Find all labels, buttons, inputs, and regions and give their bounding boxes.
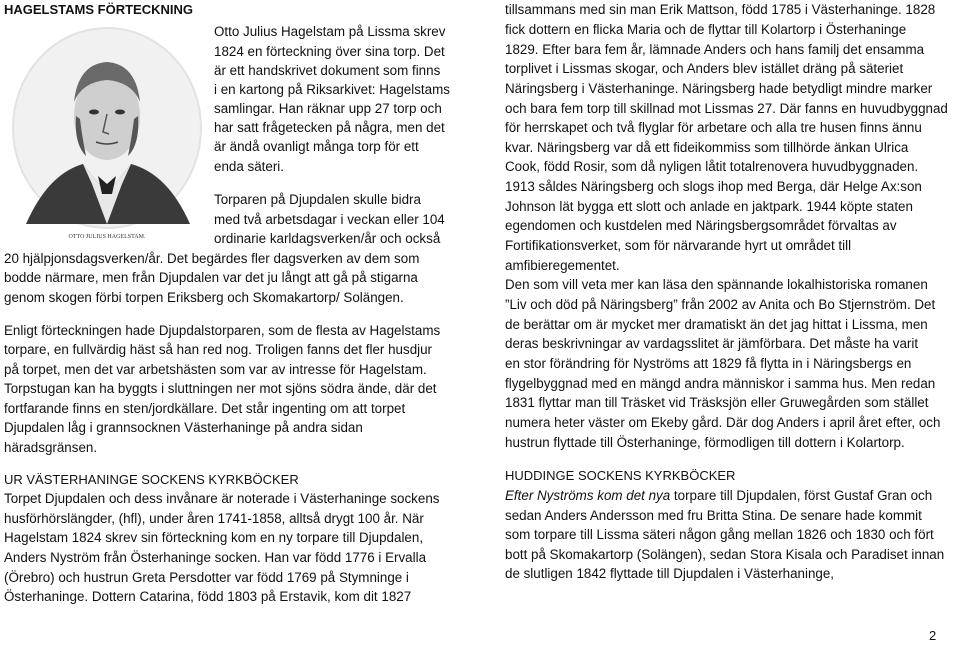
text-line: tillsammans med sin man Erik Mattson, född 1785 i Västerhaninge. 1828 [505,2,936,17]
text-line [505,486,932,505]
text-line: bodde närmare, men från Djupdalen var det ju långt att gå på stigarna [4,270,418,285]
text-line: Djupdalen låg i grannsocknen Västerhaninge på andra sidan [4,420,363,435]
text-line: deras beskrivningar av vardagsslitet är jämförbara. Det måste ha varit [505,336,919,351]
text-line: kvar. Näringsberg var då ett fideikommiss som tillhörde änkan Ulrica [505,140,909,155]
page-title: HAGELSTAMS FÖRTECKNING [4,2,193,17]
text-line: 1829. Efter bara fem år, lämnade Anders och hans familj det ensamma [505,42,925,57]
text-line: fortfarande finns en sten/jordkällare. Det står ingenting om att torpet [4,401,406,416]
text-line: Otto Julius Hagelstam på Lissma skrev [214,24,446,39]
text-line: genom skogen förbi torpen Eriksberg och Skomakartorp/ Solängen. [4,290,404,305]
text-line: i en kartong på Riksarkivet: Hagelstams [214,82,450,97]
text-line: torplivet i Lissmas skogar, och Anders blev istället dräng på säteriet [505,61,904,76]
text-line: Näringsberg i Västerhaninge. Näringsberg hade betydligt mindre marker [505,81,933,96]
text-line: Fortifikationsverket, som för närvarande hyrt ut området till [505,238,852,253]
text-line: sedan Anders Andersson med fru Britta Stina. De senare hade kommit [505,508,922,523]
text-line: är ett handskrivet dokument som finns [214,63,441,78]
text-line: flygelbyggnad med en mängd andra människor i samma hus. Men redan [505,376,936,391]
text-line: fick dottern en flicka Maria och de flyttar till Kolartorp i Österhaninge [505,22,907,37]
text-line: Johnson lät bygga ett slott och anlade en jaktpark. 1944 köpte staten [505,199,913,214]
text-line: häradsgränsen. [4,440,98,455]
text-line: (Örebro) och hustrun Greta Persdotter var född 1769 på Stymninge i [4,570,409,585]
text-line: de slutligen 1842 flyttade till Djupdalen i Västerhaninge, [505,566,835,581]
text-line: bott på Skomakartorp (Solängen), sedan Stora Kisala och Paradiset innan [505,547,945,562]
text-line: amfibieregementet. [505,258,620,273]
text-line: 20 hjälpjonsdagsverken/år. Det begärdes fler dagsverken av dem som [4,251,420,266]
text-line: och bara fem torp till skillnad mot Lissmas 27. Där fanns en huvudbyggnad [505,101,948,116]
text-line: samlingar. Han räknar upp 27 torp och [214,101,442,116]
text-line: är ändå ovanligt många torp för ett [214,139,419,154]
italic-phrase: Efter Nyströms kom det nya [505,488,671,503]
text-line: 1831 flyttar man till Träsket vid Träsksjön eller Gruwegården som stället [505,395,929,410]
portrait-image [8,24,206,244]
text-line: Torparen på Djupdalen skulle bidra [214,192,421,207]
page-number: 2 [929,628,937,643]
text-line: torpare, en fullvärdig häst så han red nog. Troligen fanns det fler husdjur [4,342,433,357]
text-line: ”Liv och död på Näringsberg” från 2002 av Anita och Bo Stjernström. Det [505,297,936,312]
text-line: enda säteri. [214,159,284,174]
text-line: Österhaninge. Dottern Catarina, född 1803 på Erstavik, kom dit 1827 [4,589,412,604]
text-line: som torpare till Lissma säteri någon gång mellan 1826 och 1830 och fört [505,527,934,542]
text-fragment: torpare till Djupdalen, först Gustaf Gran och [670,488,933,503]
text-line: Anders Nyström från Österhaninge socken. Han var född 1776 i Ervalla [4,550,427,565]
text-line: egendomen och kustdelen med Näringsbergsområdet förvaltas av [505,218,897,233]
section-heading-huddinge: HUDDINGE SOCKENS KYRKBÖCKER [505,468,736,483]
text-line: 1824 en förteckning över sina torp. Det [214,44,445,59]
text-line: Enligt förteckningen hade Djupdalstorparen, som de flesta av Hagelstams [4,323,441,338]
text-line: Torpet Djupdalen och dess invånare är noterade i Västerhaninge sockens [4,491,440,506]
text-line: Cook, född Rosir, som då nyligen låtit totalrenovera huvudbyggnaden. [505,159,919,174]
text-line: hustrun flyttade till Österhaninge, förmodligen till dottern i Kolartorp. [505,435,905,450]
text-line: husförhörslängder, (hfl), under åren 1741-1858, alltså drygt 100 år. När [4,511,424,526]
text-line: en stor förändring för Nyströms att 1829 få flytta in i Näringsbergs en [505,356,912,371]
text-line: har satt frågetecken på några, men det [214,120,445,135]
portrait-caption: OTTO JULIUS HAGELSTAM. [68,234,146,240]
text-line: med två arbetsdagar i veckan eller 104 [214,212,445,227]
text-line: ordinarie karldagsverken/år och också [214,231,441,246]
section-heading-vasterhaninge: UR VÄSTERHANINGE SOCKENS KYRKBÖCKER [4,472,299,487]
text-line: numera heter väster om Ekeby gård. Där dog Anders i april året efter, och [505,415,941,430]
text-line: på torpet, men det var arbetshästen som var av intresse för Hagelstam. [4,362,427,377]
text-line: för herrskapet och två flyglar för arbetare och alla tre husen finns ännu [505,120,922,135]
text-line: Hagelstam 1824 skrev sin förteckning kom en ny torpare till Djupdalen, [4,530,424,545]
text-line: Den som vill veta mer kan läsa den spännande lokalhistoriska romanen [505,277,928,292]
text-line: de berättar om är mycket mer dramatiskt än det jag hittat i Lissma, men [505,317,928,332]
text-line: Torpstugan kan ha byggts i sluttningen ner mot sjöns södra ände, där det [4,381,437,396]
text-line: 1913 såldes Näringsberg och slogs ihop med Berga, där Helge Ax:son [505,179,922,194]
